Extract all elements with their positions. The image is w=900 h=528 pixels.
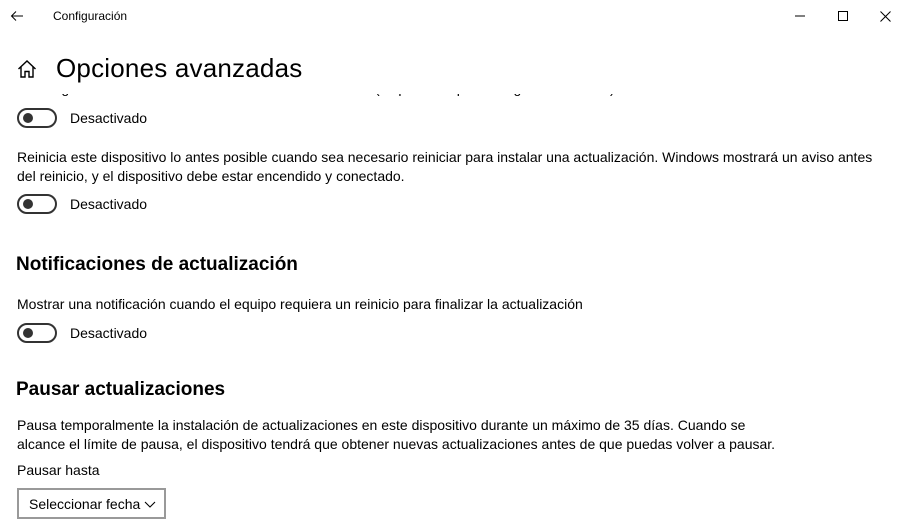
restart-toggle-label: Desactivado [70,196,148,212]
close-button[interactable] [862,0,900,32]
minimize-button[interactable] [777,0,823,32]
notifications-toggle-row[interactable] [17,323,147,343]
minimize-icon [795,11,805,21]
close-icon [880,11,891,22]
pause-until-label: Pausar hasta [17,462,100,478]
metered-toggle-row[interactable] [17,108,147,128]
home-icon[interactable] [16,58,38,80]
metered-toggle[interactable] [17,108,57,128]
restart-toggle-row[interactable] [17,194,147,214]
notifications-toggle[interactable] [17,323,57,343]
notifications-toggle-label: Desactivado [70,325,148,341]
chevron-down-icon [144,498,156,510]
pause-date-dropdown[interactable] [17,488,166,519]
dropdown-value: Seleccionar fecha [29,495,141,512]
title-bar [0,0,900,32]
page-title: Opciones avanzadas [56,53,303,83]
toggle-knob [23,113,33,123]
notifications-description: Mostrar una notificación cuando el equipo requiera un reinicio para finalizar la actualización [17,296,583,312]
window-title: Configuración [53,9,128,23]
page-header [0,44,900,94]
maximize-button[interactable] [820,0,866,32]
notifications-heading: Notificaciones de actualización [16,254,298,275]
pause-heading: Pausar actualizaciones [16,379,226,400]
pause-description: Pausa temporalmente la instalación de actualizaciones en este dispositivo durante un máximo de 35 días. Cuando se alcance el límite de pausa, el dispositivo tendrá que obtener nuevas actualizaciones antes de que puedas volver a pausar. [17,417,776,452]
restart-description: Reinicia este dispositivo lo antes posible cuando sea necesario reiniciar para instalar una actualización. Windows mostrará un aviso antes del reinicio, y el dispositivo debe estar encendido y conectado. [17,149,873,184]
back-button[interactable] [0,0,34,32]
restart-toggle[interactable] [17,194,57,214]
metered-toggle-label: Desactivado [70,110,148,126]
toggle-knob [23,199,33,209]
maximize-icon [838,11,848,21]
back-arrow-icon [10,10,24,22]
toggle-knob [23,328,33,338]
